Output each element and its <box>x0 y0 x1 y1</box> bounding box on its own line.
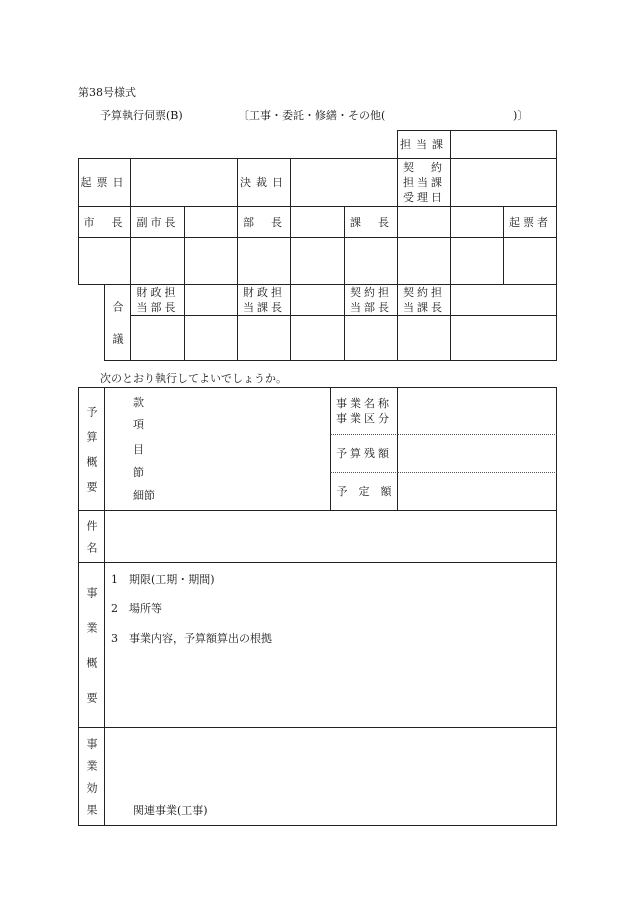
zaisei-kacho-line: 財政担 <box>243 286 285 299</box>
kihyo-bi-field <box>130 158 238 207</box>
gougi-seal-field <box>450 315 557 361</box>
budget-item-kan: 款 <box>133 396 144 409</box>
gougi-label-text: 合議 <box>111 301 124 365</box>
zaisei-bucho-line: 当部長 <box>136 301 179 314</box>
keiyaku-kacho-label <box>397 284 451 316</box>
approval-label-blank <box>397 206 451 238</box>
seal-field <box>184 237 238 285</box>
kihyo-bi-label <box>78 158 131 207</box>
approval-label-blank <box>450 206 504 238</box>
yotei-gaku-label-text: 予 定 額 <box>336 485 392 498</box>
bucho-label <box>237 206 291 238</box>
keiyaku-juri-bi-label <box>397 158 451 207</box>
kihyo-bi-label-text: 起票日 <box>80 176 129 189</box>
keiyaku-bucho-label <box>344 284 398 316</box>
subject-field <box>104 510 557 563</box>
kihyosha-label <box>503 206 557 238</box>
category-open: 〔工事・委託・修繕・その他( <box>238 109 386 122</box>
keiyaku-bucho-line: 当部長 <box>350 301 392 314</box>
gougi-seal-field <box>344 315 398 361</box>
kacho-label-text: 課 長 <box>350 215 392 229</box>
zaisei-bucho-line: 財政担 <box>136 286 179 299</box>
seal-field <box>290 237 345 285</box>
kessai-bi-label <box>237 158 291 207</box>
keiyaku-juri-bi-field <box>450 158 557 207</box>
kacho-label <box>344 206 398 238</box>
fuku-shicho-label <box>130 206 185 238</box>
tanto-ka-label <box>397 130 451 159</box>
seal-field <box>450 237 504 285</box>
approval-label-blank <box>184 206 238 238</box>
effect-area <box>104 727 557 826</box>
zaisei-kacho-line: 当課長 <box>243 301 285 314</box>
kessai-bi-field <box>290 158 398 207</box>
overview-label-text: 事業概要 <box>85 587 98 727</box>
budget-item-setsu: 節 <box>133 466 144 479</box>
related-project-label: 関連事業(工事) <box>133 804 208 817</box>
keiyaku-kacho-line: 当課長 <box>403 301 445 314</box>
keiyaku-bucho-line: 契約担 <box>350 286 392 299</box>
keiyaku-kacho-line: 契約担 <box>403 286 445 299</box>
gougi-seal-field <box>184 315 238 361</box>
form-number: 第38号様式 <box>78 86 136 99</box>
seal-field <box>397 237 451 285</box>
budget-item-ko: 項 <box>133 418 144 431</box>
yosan-zangaku-label-text: 予算残額 <box>336 447 392 460</box>
shicho-label-text: 市 長 <box>83 215 126 229</box>
gougi-label-blank <box>290 284 345 316</box>
kacho-seal-field <box>344 237 398 285</box>
fuku-shicho-seal-field <box>130 237 185 285</box>
budget-label-text: 予算概要 <box>85 406 98 506</box>
budget-items-area <box>104 387 331 511</box>
kessai-bi-label-text: 決裁日 <box>240 176 288 189</box>
tanto-ka-label-text: 担当課 <box>400 138 448 151</box>
budget-item-saisetsu: 細節 <box>133 489 155 502</box>
jigyo-kubun-label-text: 事業区分 <box>336 412 392 425</box>
gougi-seal-field <box>397 315 451 361</box>
jigyo-meisho-label-text: 事業名称 <box>336 397 392 410</box>
kihyosha-seal-field <box>503 237 557 285</box>
overview-item-content-basis: 3 事業内容，予算額算出の根拠 <box>111 632 272 645</box>
keiyaku-juri-bi-line: 契 約 <box>403 161 445 174</box>
approval-label-blank <box>290 206 345 238</box>
yosan-zangaku-field <box>397 434 557 472</box>
subject-label-text: 件名 <box>85 520 98 564</box>
execution-prompt: 次のとおり執行してよいでしょうか。 <box>100 372 287 385</box>
yosan-zangaku-label <box>330 434 398 472</box>
jigyo-meisho-field <box>397 387 557 434</box>
jigyo-meisho-label <box>330 387 398 434</box>
gougi-label <box>104 284 131 365</box>
shicho-seal-field <box>78 237 131 285</box>
budget-item-moku: 目 <box>133 443 144 456</box>
gougi-label-blank <box>450 284 557 316</box>
gougi-seal-field <box>130 315 185 361</box>
yotei-gaku-field <box>397 472 557 511</box>
category-close: )〕 <box>513 109 529 122</box>
kihyosha-label-text: 起票者 <box>509 215 551 229</box>
keiyaku-juri-bi-line: 受理日 <box>403 191 445 204</box>
shicho-label <box>78 206 131 238</box>
budget-label <box>78 387 105 511</box>
gougi-seal-field <box>290 315 345 361</box>
gougi-label-blank <box>184 284 238 316</box>
tanto-ka-field <box>450 130 557 159</box>
gougi-seal-field <box>237 315 291 361</box>
zaisei-kacho-label <box>237 284 291 316</box>
overview-label <box>78 562 105 728</box>
bucho-seal-field <box>237 237 291 285</box>
zaisei-bucho-label <box>130 284 185 316</box>
fuku-shicho-label-text: 副市長 <box>136 215 179 229</box>
subject-label <box>78 510 105 563</box>
effect-label-text: 事業効果 <box>85 738 98 826</box>
yotei-gaku-label <box>330 472 398 511</box>
keiyaku-juri-bi-line: 担当課 <box>403 176 445 189</box>
bucho-label-text: 部 長 <box>243 215 285 229</box>
overview-item-location: 2 場所等 <box>111 602 162 615</box>
form-title: 予算執行伺票(B) <box>100 109 183 122</box>
overview-area <box>104 562 557 728</box>
effect-label <box>78 727 105 826</box>
overview-item-period: 1 期限(工期・期間) <box>111 573 215 586</box>
